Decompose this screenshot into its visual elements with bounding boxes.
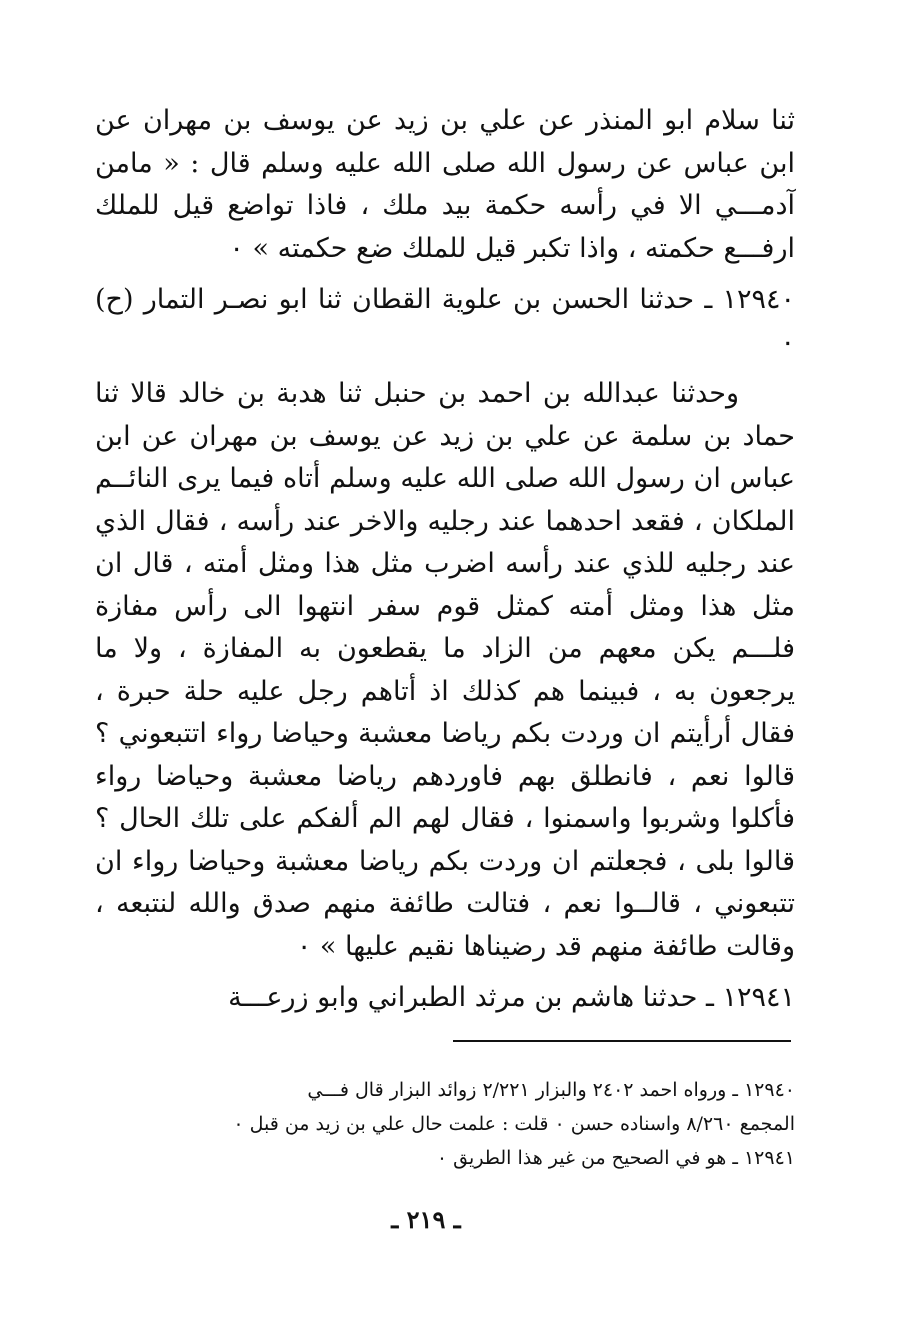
footnote-line: ١٢٩٤٠ ـ ورواه احمد ٢٤٠٢ والبزار ٢/٢٢١ زوائد البزار قال فـــي <box>307 1079 795 1101</box>
page-number: ـ ٢١٩ ـ <box>391 1205 461 1234</box>
footnote-line: ١٢٩٤١ ـ هو في الصحيح من غير هذا الطريق ٠ <box>436 1147 795 1169</box>
footnotes <box>95 1073 795 1175</box>
hadith-12940-heading: ١٢٩٤٠ ـ حدثنا الحسن بن علوية القطان ثنا ابو نصـر التمار (ح) ٠ <box>95 284 795 358</box>
footnote-divider <box>453 1040 791 1042</box>
main-text <box>95 100 795 1020</box>
hadith-12940-text: وحدثنا عبدالله بن احمد بن حنبل ثنا هدبة بن خالد قالا ثنا حماد بن سلمة عن علي بن زيد عن يوسف بن مهران عن ابن عباس ان رسول الله صلى الله عليه وسلم أتاه فيما يرى النائــم الملكان ، فقعد احدهما عند رجليه والاخر عند رأسه ، فقال الذي عند رجليه للذي عند رأسه اضرب مثل هذا ومثل أمته ، قال ان مثل هذا ومثل أمته كمثل قوم سفر انتهوا الى رأس مفازة فلـــم يكن معهم من الزاد ما يقطعون به المفازة ، ولا ما يرجعون به ، فبينما هم كذلك اذ أتاهم رجل عليه حلة حبرة ، فقال أرأيتم ان وردت بكم رياضا معشبة وحياضا رواء اتتبعوني ؟ قالوا نعم ، فانطلق بهم فاوردهم رياضا معشبة وحياضا رواء فأكلوا وشربوا واسمنوا ، فقال لهم الم ألفكم على تلك الحال ؟ قالوا بلى ، فجعلتم ان وردت بكم رياضا معشبة وحياضا رواء ان تتبعوني ، قالــوا نعم ، فتالت طائفة منهم صدق والله لنتبعه ، وقالت طائفة منهم قد رضيناها نقيم عليها » ٠ <box>95 378 795 962</box>
hadith-12941-heading: ١٢٩٤١ ـ حدثنا هاشم بن مرثد الطبراني وابو زرعـــة <box>228 982 795 1013</box>
hadith-text-continued: ثنا سلام ابو المنذر عن علي بن زيد عن يوسف بن مهران عن ابن عباس عن رسول الله صلى الله عليه وسلم قال : « مامن آدمـــي الا في رأسه حكمة بيد ملك ، فاذا تواضع قيل للملك ارفـــع حكمته ، واذا تكبر قيل للملك ضع حكمته » ٠ <box>95 105 795 264</box>
footnote-line: المجمع ٨/٢٦٠ واسناده حسن ٠ قلت : علمت حال علي بن زيد من قبل ٠ <box>233 1113 795 1135</box>
